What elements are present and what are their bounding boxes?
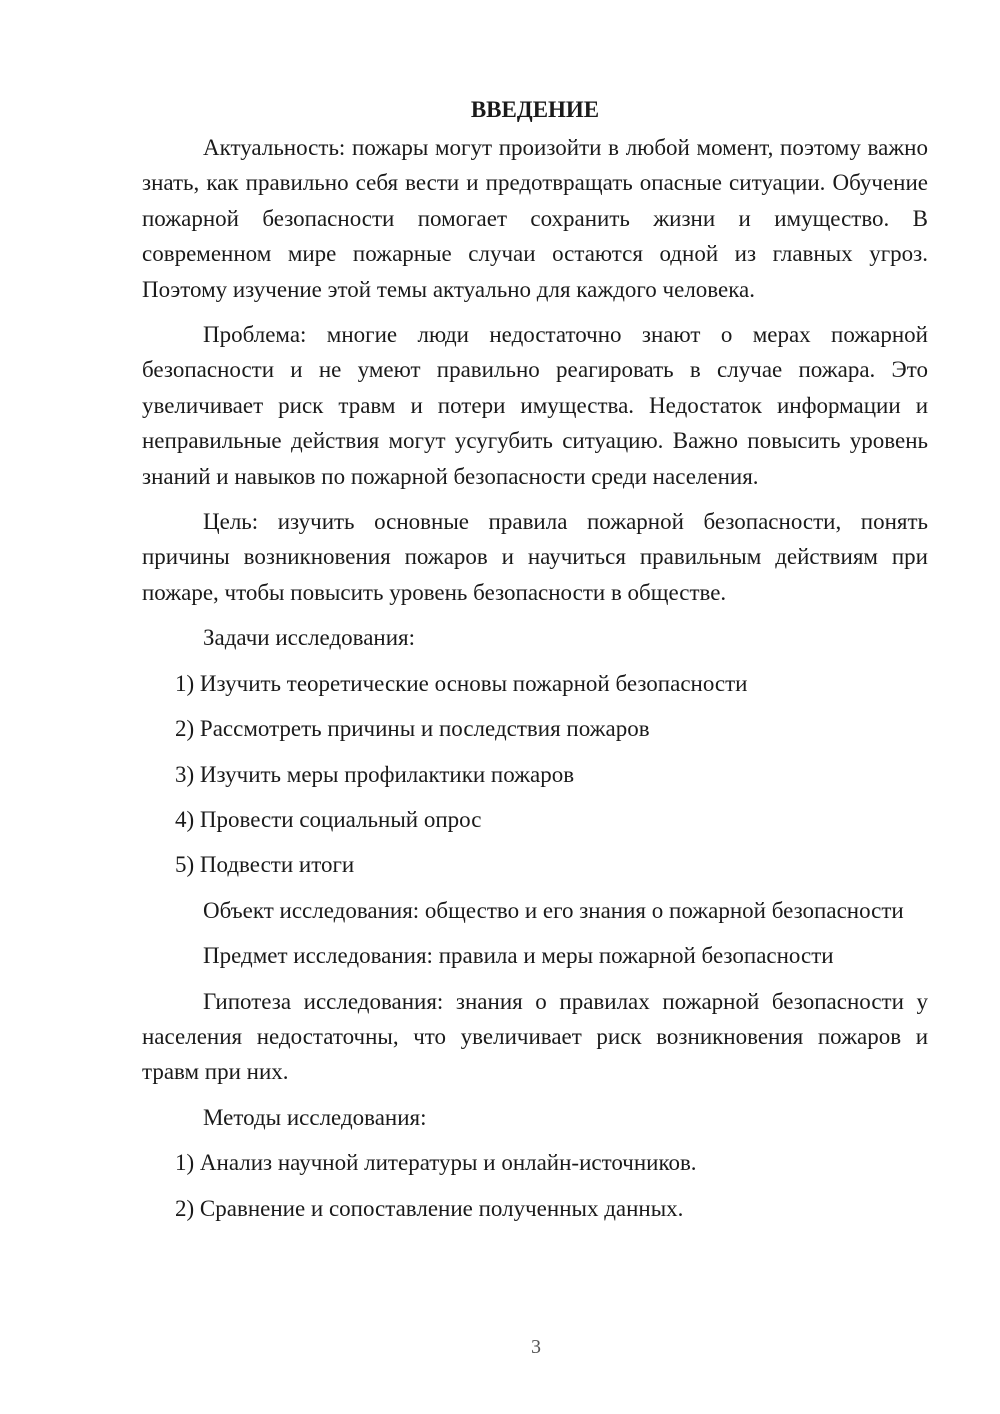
task-item: 5) Подвести итоги (175, 852, 355, 878)
method-item: 2) Сравнение и сопоставление полученных данных. (175, 1195, 684, 1221)
task-item: 2) Рассмотреть причины и последствия пожаров (175, 716, 650, 742)
page-number: 3 (531, 1336, 541, 1358)
tasks-heading: Задачи исследования: (203, 625, 416, 651)
object-paragraph: Объект исследования: общество и его знания о пожарной безопасности (203, 897, 904, 923)
task-item: 4) Провести социальный опрос (175, 806, 482, 832)
document-page (142, 92, 928, 1236)
relevance-paragraph: Актуальность: пожары могут произойти в любой момент, поэтому важно знать, как правильно себя вести и предотвращать опасные ситуации. Обучение пожарной безопасности помогает сохранить жизни и имущество. В современном мире пожарные случаи остаются одной из главных угроз. Поэтому изучение этой темы актуально для каждого человека. (142, 135, 928, 302)
methods-heading: Методы исследования: (203, 1104, 427, 1130)
task-item: 3) Изучить меры профилактики пожаров (175, 761, 575, 787)
subject-paragraph: Предмет исследования: правила и меры пожарной безопасности (203, 943, 834, 969)
method-item: 1) Анализ научной литературы и онлайн-источников. (175, 1150, 697, 1176)
hypothesis-paragraph: Гипотеза исследования: знания о правилах пожарной безопасности у населения недостаточны, что увеличивает риск возникновения пожаров и травм при них. (142, 988, 928, 1085)
problem-paragraph: Проблема: многие люди недостаточно знают о мерах пожарной безопасности и не умеют правильно реагировать в случае пожара. Это увеличивает риск травм и потери имущества. Недостаток информации и неправильные действия могут усугубить ситуацию. Важно повысить уровень знаний и навыков по пожарной безопасности среди населения. (142, 322, 928, 489)
task-item: 1) Изучить теоретические основы пожарной безопасности (175, 670, 748, 696)
section-title: ВВЕДЕНИЕ (470, 97, 600, 122)
goal-paragraph: Цель: изучить основные правила пожарной безопасности, понять причины возникновения пожаров и научиться правильным действиям при пожаре, чтобы повысить уровень безопасности в обществе. (142, 509, 928, 605)
